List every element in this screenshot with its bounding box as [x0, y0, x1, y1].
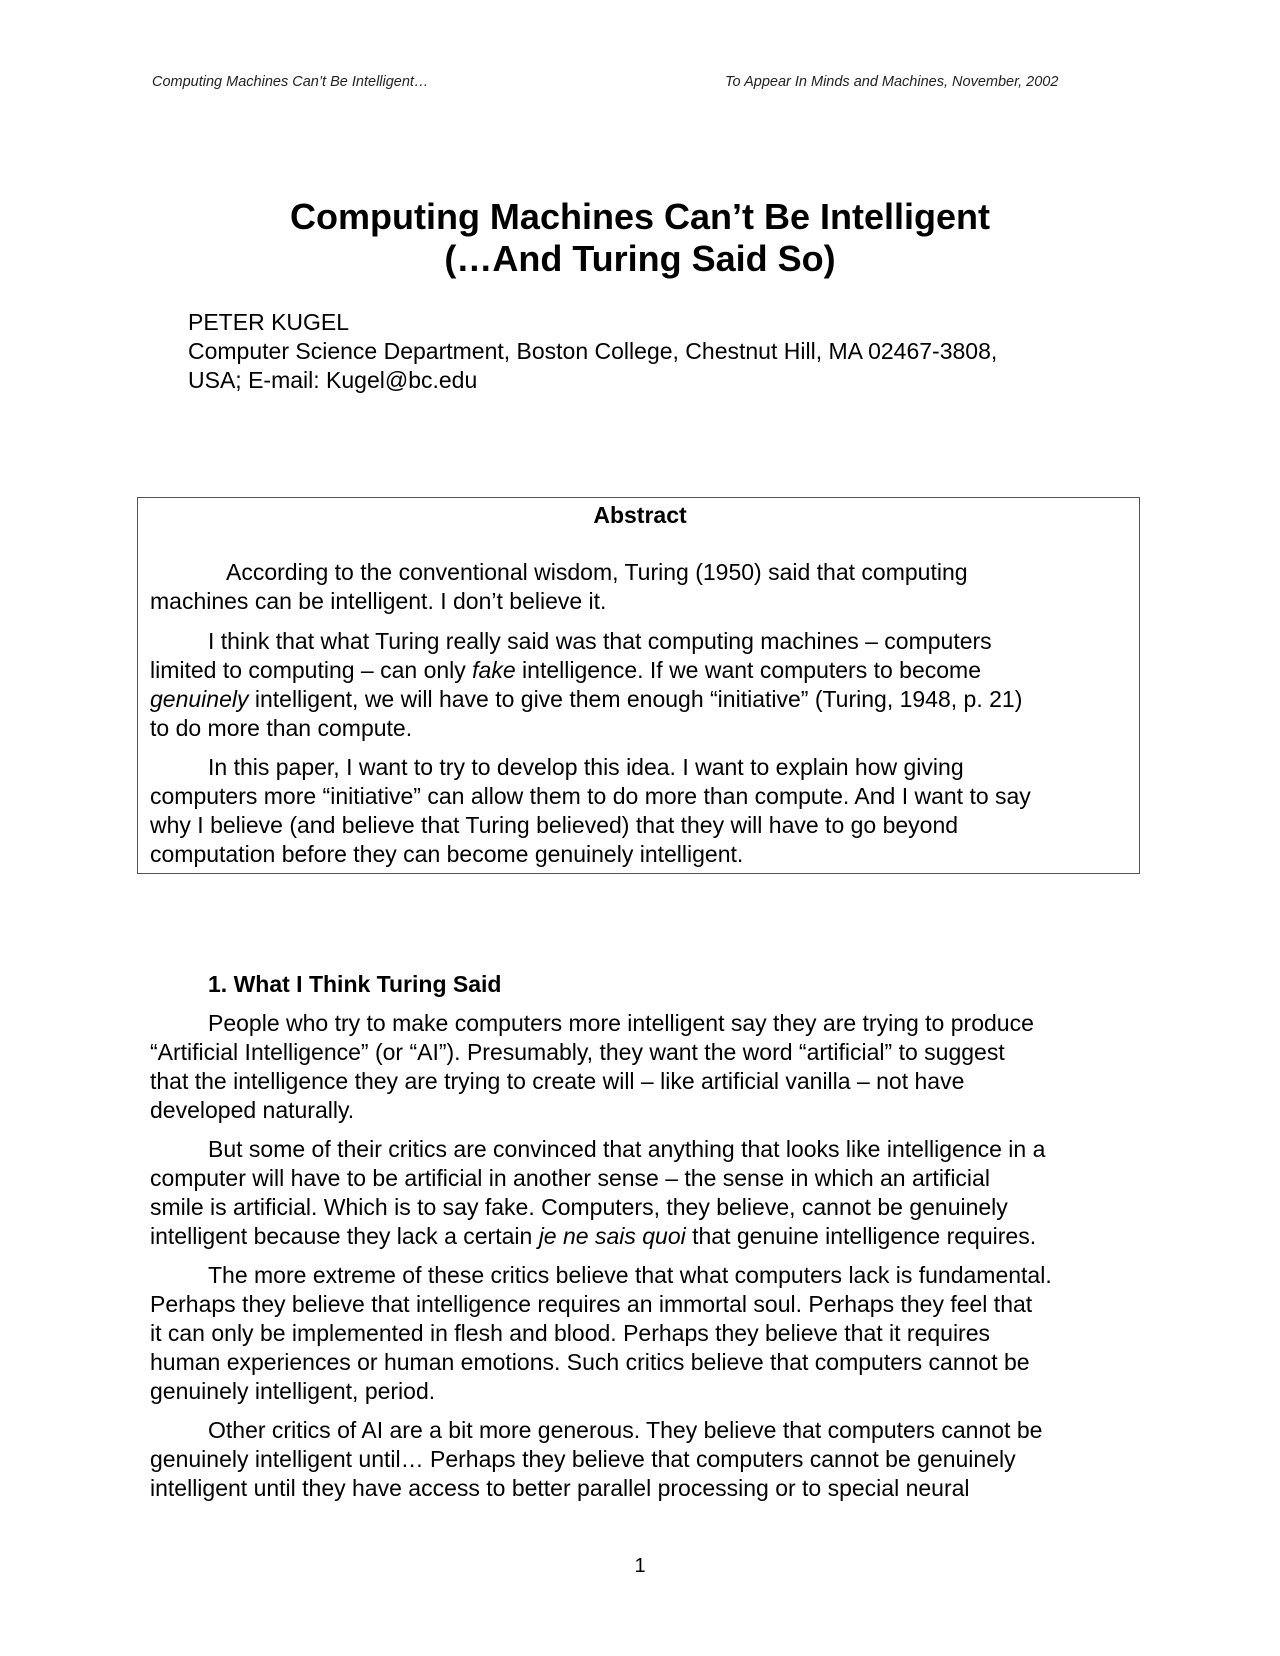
text-line [150, 685, 1022, 714]
text-span: limited to computing – can only [150, 657, 473, 683]
running-header-left: Computing Machines Can’t Be Intelligent… [152, 74, 429, 90]
section-paragraph-2 [150, 1135, 1045, 1251]
section-paragraph-3 [150, 1261, 1052, 1406]
text-line: machines can be intelligent. I don’t believe it. [150, 588, 607, 614]
text-line: that the intelligence they are trying to create will – like artificial vanilla – not have [150, 1068, 965, 1094]
text-line: The more extreme of these critics believe that what computers lack is fundamental. [208, 1262, 1052, 1288]
text-line: But some of their critics are convinced that anything that looks like intelligence in a [208, 1136, 1046, 1162]
running-header-right: To Appear In Minds and Machines, November, 2002 [725, 74, 1059, 90]
emphasis: je ne sais quoi [538, 1223, 686, 1249]
emphasis: fake [472, 657, 516, 683]
text-line [150, 656, 1022, 685]
author-affiliation-line-2: USA; E-mail: Kugel@bc.edu [188, 367, 478, 393]
text-line: “Artificial Intelligence” (or “AI”). Presumably, they want the word “artificial” to suggest [150, 1039, 1005, 1065]
section-heading: 1. What I Think Turing Said [208, 971, 502, 997]
page-number: 1 [634, 1555, 646, 1577]
author-block [188, 308, 997, 395]
author-affiliation-line-1: Computer Science Department, Boston College, Chestnut Hill, MA 02467-3808, [188, 338, 998, 364]
text-span: intelligent because they lack a certain [150, 1223, 539, 1249]
text-line: intelligent until they have access to better parallel processing or to special neural [150, 1475, 970, 1501]
text-line: computer will have to be artificial in another sense – the sense in which an artificial [150, 1165, 990, 1191]
text-line [150, 1222, 1045, 1251]
text-line: human experiences or human emotions. Such critics believe that computers cannot be [150, 1349, 1030, 1375]
text-line: In this paper, I want to try to develop this idea. I want to explain how giving [208, 754, 964, 780]
abstract-paragraph-2 [150, 627, 1022, 743]
text-line: People who try to make computers more intelligent say they are trying to produce [208, 1010, 1034, 1036]
title-line-1: Computing Machines Can’t Be Intelligent [289, 196, 991, 237]
text-span: intelligence. If we want computers to become [515, 657, 982, 683]
text-line: According to the conventional wisdom, Turing (1950) said that computing [226, 559, 968, 585]
text-line: to do more than compute. [150, 715, 413, 741]
text-line: genuinely intelligent, period. [150, 1378, 436, 1404]
text-span: intelligent, we will have to give them enough “initiative” (Turing, 1948, p. 21) [248, 686, 1023, 712]
text-line: I think that what Turing really said was that computing machines – computers [208, 628, 992, 654]
text-line: smile is artificial. Which is to say fake. Computers, they believe, cannot be genuinely [150, 1194, 1008, 1220]
text-line: Perhaps they believe that intelligence requires an immortal soul. Perhaps they feel that [150, 1291, 1033, 1317]
text-line: computers more “initiative” can allow them to do more than compute. And I want to say [150, 783, 1031, 809]
section-paragraph-4 [150, 1416, 1042, 1503]
text-span: that genuine intelligence requires. [685, 1223, 1037, 1249]
text-line: genuinely intelligent until… Perhaps they believe that computers cannot be genuinely [150, 1446, 1016, 1472]
abstract-paragraph-1 [150, 558, 968, 616]
text-line: it can only be implemented in flesh and blood. Perhaps they believe that it requires [150, 1320, 991, 1346]
title-line-2: (…And Turing Said So) [444, 238, 836, 279]
emphasis: genuinely [150, 686, 249, 712]
text-line: why I believe (and believe that Turing believed) that they will have to go beyond [150, 812, 959, 838]
abstract-paragraph-3 [150, 753, 1031, 869]
text-line: computation before they can become genuinely intelligent. [150, 841, 744, 867]
text-line: developed naturally. [150, 1097, 355, 1123]
text-line: Other critics of AI are a bit more generous. They believe that computers cannot be [208, 1417, 1043, 1443]
section-paragraph-1 [150, 1009, 1034, 1125]
author-name: PETER KUGEL [188, 309, 350, 335]
abstract-heading: Abstract [593, 502, 687, 528]
